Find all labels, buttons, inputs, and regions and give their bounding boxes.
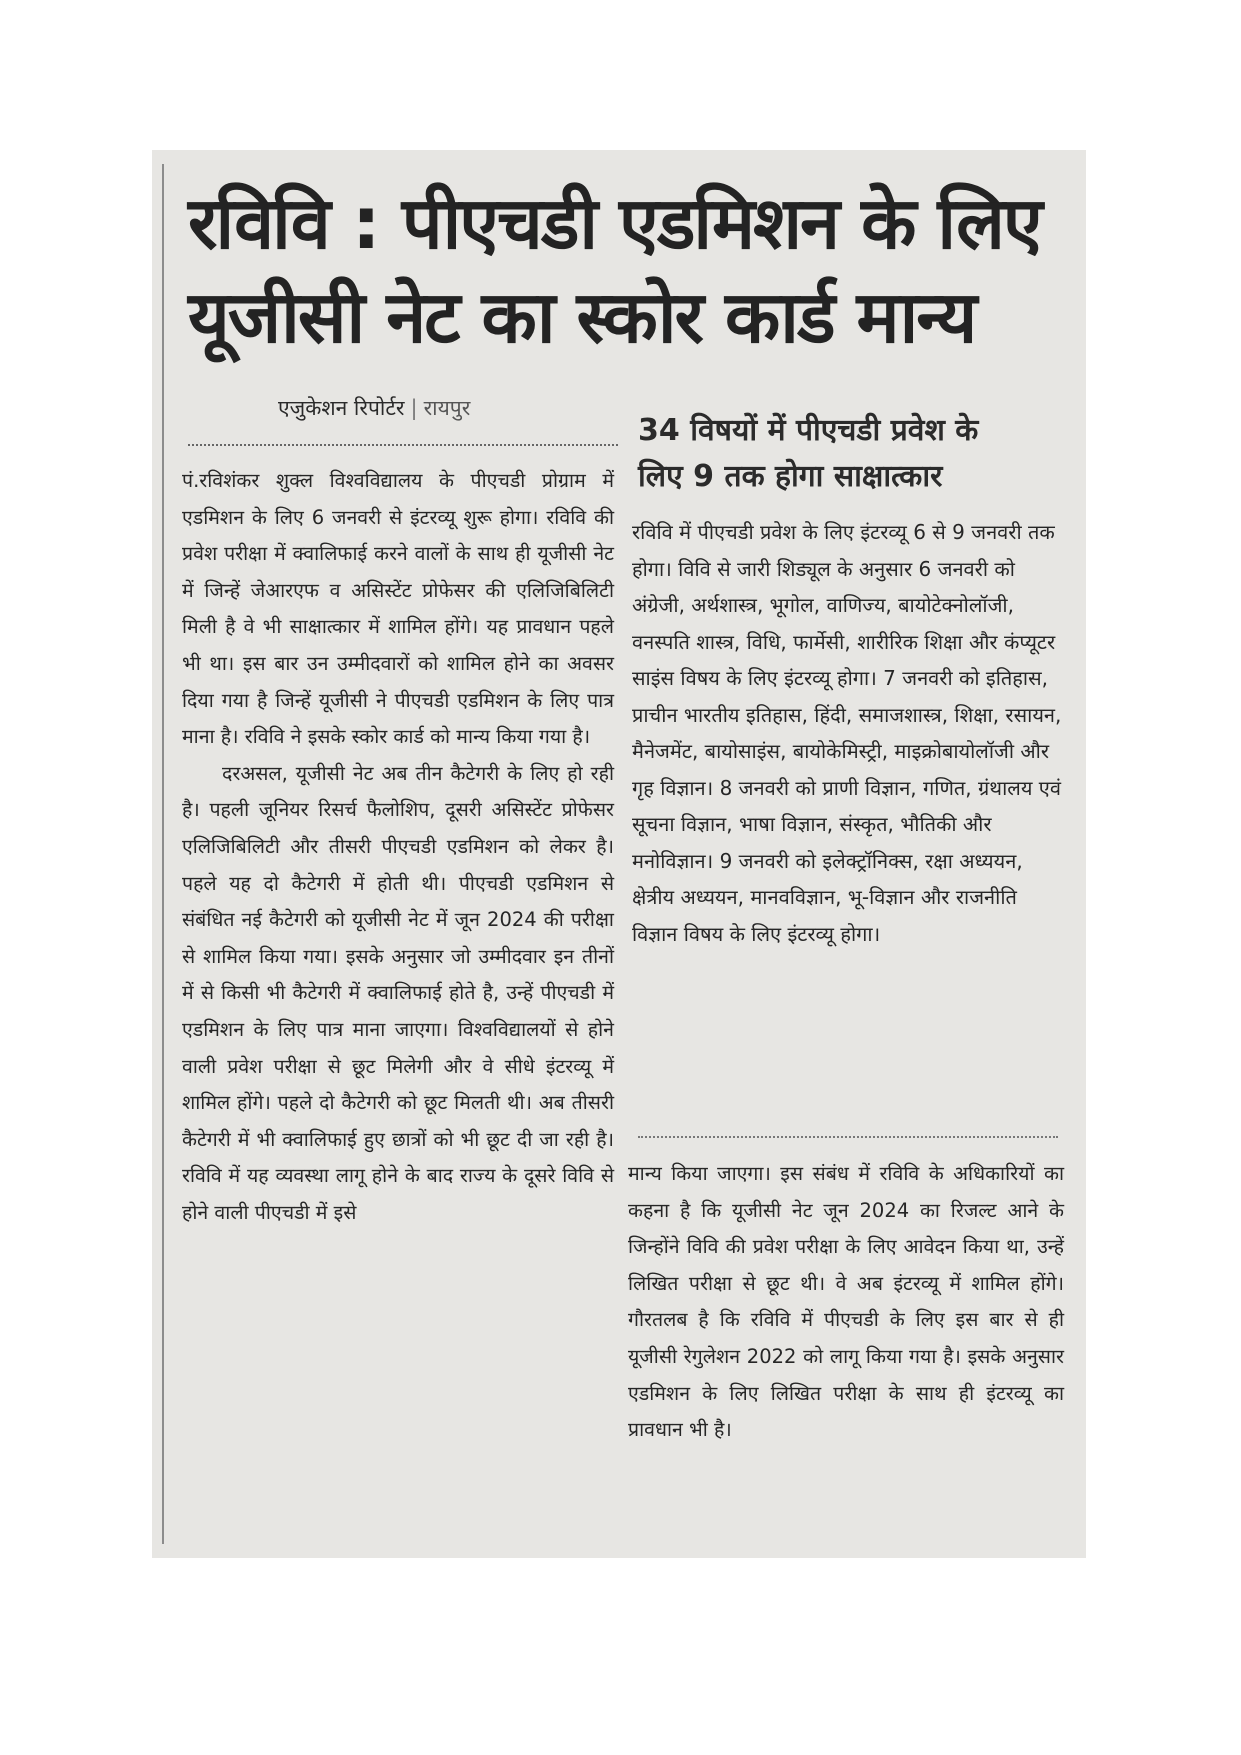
headline-line-1: रविवि : पीएचडी एडमिशन के लिए [188, 181, 1041, 265]
newspaper-clipping [152, 150, 1086, 1558]
subheadline-line-1: 34 विषयों में पीएचडी प्रवेश के [638, 413, 979, 448]
right-column-continuation [628, 1156, 1064, 1449]
byline-reporter: एजुकेशन रिपोर्टर [278, 396, 405, 420]
subheadline-line-2: लिए 9 तक होगा साक्षात्कार [638, 459, 943, 494]
interview-schedule-box [632, 514, 1062, 952]
byline-city: रायपुर [423, 396, 471, 420]
paragraph: पं.रविशंकर शुक्ल विश्वविद्यालय के पीएचडी प्रोग्राम में एडमिशन के लिए 6 जनवरी से इंटरव्यू शुरू होगा। रविवि की प्रवेश परीक्षा में क्वालिफाई करने वालों के साथ ही यूजीसी नेट में जिन्हें जेआरएफ व असिस्टेंट प्रोफेसर की एलिजिबिलिटी मिली है वे भी साक्षात्कार में शामिल होंगे। यह प्रावधान पहले भी था। इस बार उन उम्मीदवारों को शामिल होने का अवसर दिया गया है जिन्हें यूजीसी ने पीएचडी एडमिशन के लिए पात्र माना है। रविवि ने इसके स्कोर कार्ड को मान्य किया गया है। [182, 469, 614, 749]
paragraph: मान्य किया जाएगा। इस संबंध में रविवि के अधिकारियों का कहना है कि यूजीसी नेट जून 2024 का रिजल्ट आने के जिन्होंने विवि की प्रवेश परीक्षा के लिए आवेदन किया था, उन्हें लिखित परीक्षा से छूट थी। वे अब इंटरव्यू में शामिल होंगे। गौरतलब है कि रविवि में पीएचडी के लिए इस बार से ही यूजीसी रेगुलेशन 2022 को लागू किया गया है। इसके अनुसार एडमिशन के लिए लिखित परीक्षा के साथ ही इंटरव्यू का प्रावधान भी है। [628, 1162, 1064, 1442]
headline-line-2: यूजीसी नेट का स्कोर कार्ड मान्य [188, 275, 976, 359]
byline-separator: | [410, 396, 418, 420]
headline [188, 176, 1068, 364]
dotted-divider [188, 444, 618, 446]
byline [278, 393, 578, 423]
paragraph: दरअसल, यूजीसी नेट अब तीन कैटेगरी के लिए हो रही है। पहली जूनियर रिसर्च फैलोशिप, दूसरी असिस्टेंट प्रोफेसर एलिजिबिलिटी और तीसरी पीएचडी एडमिशन को लेकर है। पहले यह दो कैटेगरी में होती थी। पीएचडी एडमिशन से संबंधित नई कैटेगरी को यूजीसी नेट में जून 2024 की परीक्षा से शामिल किया गया। इसके अनुसार जो उम्मीदवार इन तीनों में से किसी भी कैटेगरी में क्वालिफाई होते है, उन्हें पीएचडी में एडमिशन के लिए पात्र माना जाएगा। विश्वविद्यालयों से होने वाली प्रवेश परीक्षा से छूट मिलेगी और वे सीधे इंटरव्यू में शामिल होंगे। पहले दो कैटेगरी को छूट मिलती थी। अब तीसरी कैटेगरी में भी क्वालिफाई हुए छात्रों को भी छूट दी जा रही है। रविवि में यह व्यवस्था लागू होने के बाद राज्य के दूसरे विवि से होने वाली पीएचडी में इसे [182, 761, 614, 1224]
left-column [182, 463, 614, 1231]
schedule-text: रविवि में पीएचडी प्रवेश के लिए इंटरव्यू 6 से 9 जनवरी तक होगा। विवि से जारी शिड्यूल के अनुसार 6 जनवरी को अंग्रेजी, अर्थशास्त्र, भूगोल, वाणिज्य, बायोटेक्नोलॉजी, वनस्पति शास्त्र, विधि, फार्मेसी, शारीरिक शिक्षा और कंप्यूटर साइंस विषय के लिए इंटरव्यू होगा। 7 जनवरी को इतिहास, प्राचीन भारतीय इतिहास, हिंदी, समाजशास्त्र, शिक्षा, रसायन, मैनेजमेंट, बायोसाइंस, बायोकेमिस्ट्री, माइक्रोबायोलॉजी और गृह विज्ञान। 8 जनवरी को प्राणी विज्ञान, गणित, ग्रंथालय एवं सूचना विज्ञान, भाषा विज्ञान, संस्कृत, भौतिकी और मनोविज्ञान। 9 जनवरी को इलेक्ट्रॉनिक्स, रक्षा अध्ययन, क्षेत्रीय अध्ययन, मानवविज्ञान, भू-विज्ञान और राजनीति विज्ञान विषय के लिए इंटरव्यू होगा। [632, 520, 1062, 946]
dotted-divider [638, 1136, 1058, 1138]
subheadline [638, 408, 1078, 500]
column-rule [162, 164, 164, 1544]
